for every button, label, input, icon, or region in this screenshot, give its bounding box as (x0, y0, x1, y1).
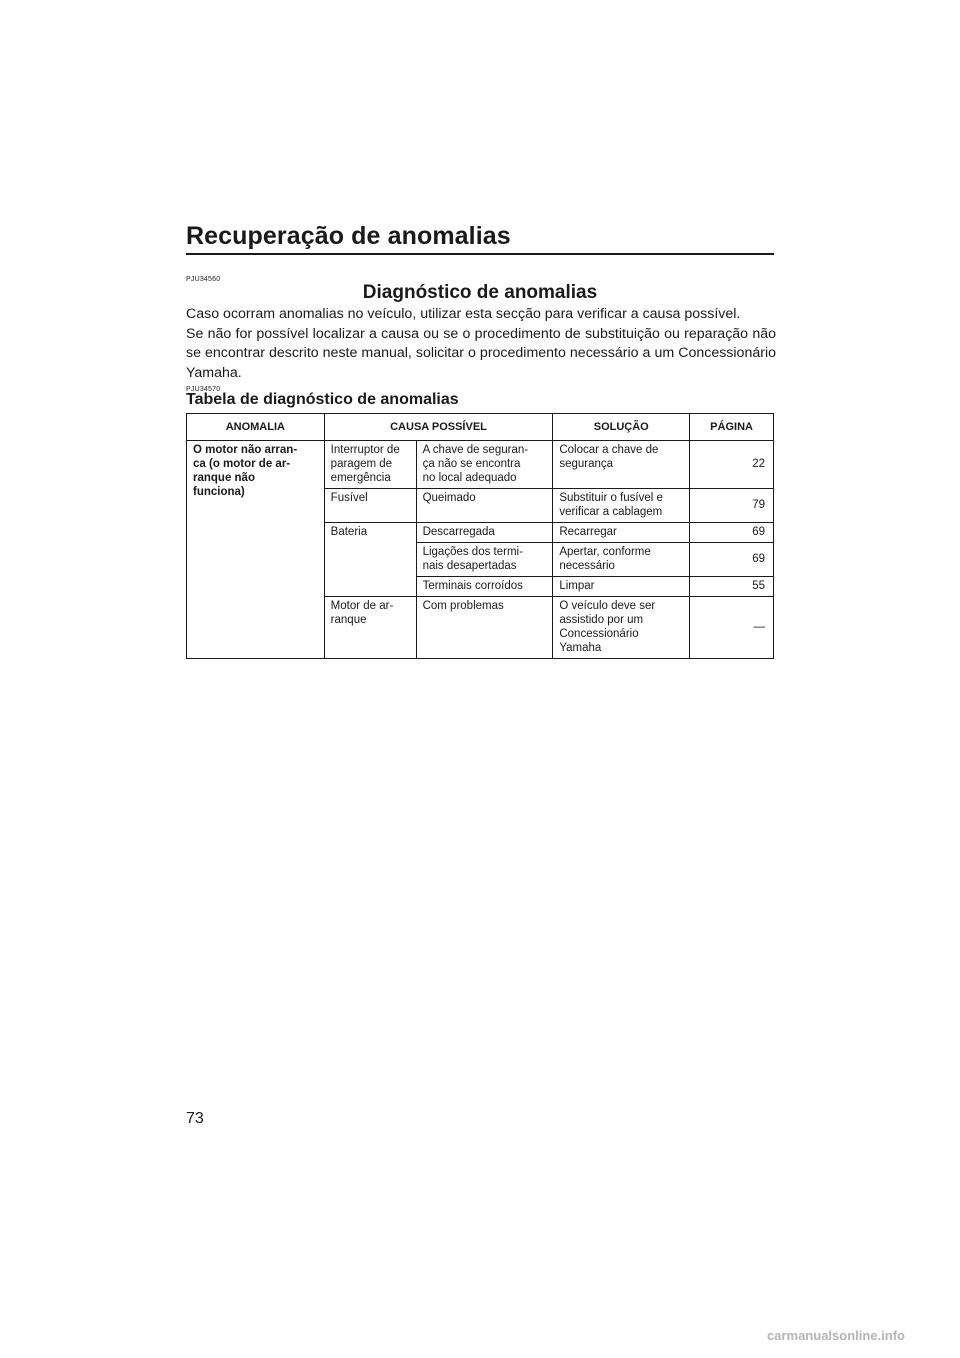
table-section-title: Tabela de diagnóstico de anomalias (186, 391, 459, 408)
page-number: 73 (186, 1110, 204, 1127)
detail-cell: Descarregada (416, 523, 553, 543)
detail-cell: Terminais corroídos (416, 577, 553, 597)
title-divider (186, 253, 774, 255)
cause-cell: Fusível (324, 489, 416, 523)
section-title: Diagnóstico de anomalias (362, 282, 598, 303)
anomaly-cell: O motor não arran- ca (o motor de ar- ranque não funciona) (187, 441, 325, 659)
header-causa: CAUSA POSSÍVEL (324, 414, 553, 441)
cause-cell: Interruptor de paragem de emergência (324, 441, 416, 489)
section-code: PJU34560 (186, 276, 221, 283)
header-pagina: PÁGINA (690, 414, 774, 441)
intro-paragraph-1: Caso ocorram anomalias no veículo, utilizar esta secção para verificar a causa possível. (186, 306, 741, 322)
page-cell: — (690, 597, 774, 659)
page-cell: 55 (690, 577, 774, 597)
detail-cell: Com problemas (416, 597, 553, 659)
intro-paragraph-2: Se não for possível localizar a causa ou se o procedimento de substituição ou reparação não se encontrar descrito neste manual, solicitar o procedimento necessário a um Concessionário Yamaha. (186, 325, 776, 381)
page-title: Recuperação de anomalias (186, 222, 511, 250)
cause-cell: Bateria (324, 523, 416, 597)
page-cell: 69 (690, 543, 774, 577)
solution-cell: O veículo deve ser assistido por um Concessionário Yamaha (553, 597, 690, 659)
header-solucao: SOLUÇÃO (553, 414, 690, 441)
page-cell: 22 (690, 441, 774, 489)
intro-text (186, 305, 776, 383)
solution-cell: Substituir o fusível e verificar a cablagem (553, 489, 690, 523)
solution-cell: Colocar a chave de segurança (553, 441, 690, 489)
solution-cell: Limpar (553, 577, 690, 597)
solution-cell: Apertar, conforme necessário (553, 543, 690, 577)
detail-cell: A chave de seguran- ça não se encontra no local adequado (416, 441, 553, 489)
table-section-code: PJU34570 (186, 386, 221, 393)
watermark: carmanualsonline.info (767, 1328, 905, 1343)
table-header-row (187, 414, 774, 441)
detail-cell: Ligações dos termi- nais desapertadas (416, 543, 553, 577)
header-anomalia: ANOMALIA (187, 414, 325, 441)
cause-cell: Motor de ar- ranque (324, 597, 416, 659)
diagnosis-table (186, 413, 774, 659)
page-cell: 69 (690, 523, 774, 543)
solution-cell: Recarregar (553, 523, 690, 543)
detail-cell: Queimado (416, 489, 553, 523)
table-row (187, 441, 774, 489)
page-cell: 79 (690, 489, 774, 523)
